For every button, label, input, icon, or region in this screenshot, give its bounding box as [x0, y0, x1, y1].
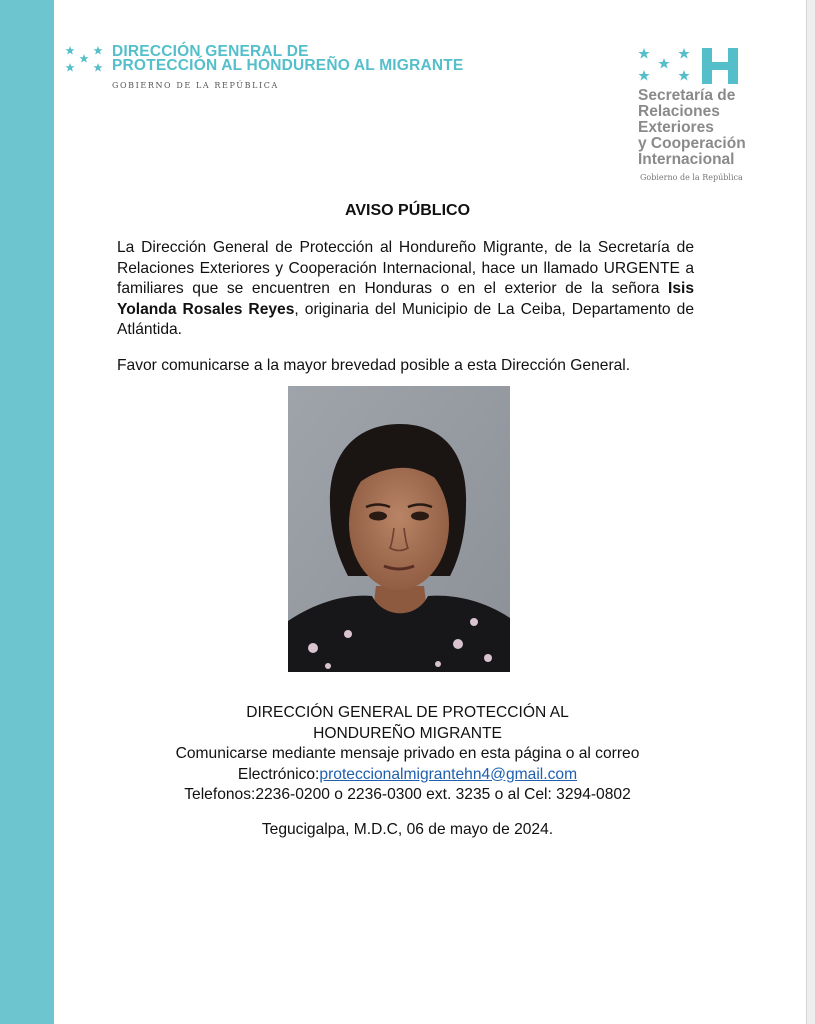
- contact-block: [0, 703, 815, 806]
- notice-body-intro: La Dirección General de Protección al Hondureño Migrante, de la Secretaría de Relaciones Exteriores y Cooperación Internacional, hace un llamado URGENTE a familiares que se encuentren en Honduras o en el exterior de la señora: [117, 239, 694, 297]
- ministry-subtitle: Gobierno de la República: [640, 173, 743, 182]
- stars-icon: [64, 44, 108, 78]
- agency-title-line1: DIRECCIÓN GENERAL DE: [112, 43, 309, 60]
- ministry-name: [638, 88, 788, 168]
- person-name: Isis Yolanda Rosales Reyes: [117, 280, 694, 318]
- agency-subtitle: GOBIERNO DE LA REPÚBLICA: [112, 81, 279, 90]
- page-edge: [806, 0, 815, 1024]
- agency-title: [112, 45, 492, 73]
- notice-note: Favor comunicarse a la mayor brevedad posible a esta Dirección General.: [117, 357, 631, 374]
- ministry-name-line: Internacional: [638, 151, 735, 168]
- ministry-name-line: Exteriores: [638, 119, 714, 136]
- ministry-name-line: y Cooperación: [638, 135, 746, 152]
- agency-title-line2: PROTECCIÓN AL HONDUREÑO AL MIGRANTE: [112, 57, 464, 74]
- email-link[interactable]: proteccionalmigrantehn4@gmail.com: [319, 765, 578, 783]
- h-letter-icon: [700, 46, 740, 86]
- sre-logo: [636, 46, 786, 186]
- contact-org-line2: HONDUREÑO MIGRANTE: [313, 724, 502, 742]
- date-line: Tegucigalpa, M.D.C, 06 de mayo de 2024.: [261, 821, 554, 838]
- contact-email-line: [0, 765, 815, 786]
- notice-body-origin: , originaria del Municipio de La Ceiba, Departamento de Atlántida.: [117, 300, 694, 338]
- person-photo: [288, 386, 510, 672]
- notice-title: AVISO PÚBLICO: [344, 202, 471, 219]
- ministry-name-line: Relaciones: [638, 103, 720, 120]
- contact-org-line1: DIRECCIÓN GENERAL DE PROTECCIÓN AL: [246, 704, 569, 721]
- email-label: Electrónico:: [237, 765, 320, 783]
- notice-body: [117, 238, 694, 341]
- contact-phones: Telefonos:2236-0200 o 2236-0300 ext. 3235 o al Cel: 3294-0802: [184, 786, 631, 803]
- person-photo-illustration: [288, 386, 510, 672]
- left-color-band: [0, 0, 54, 1024]
- stars-icon: [636, 46, 698, 86]
- ministry-name-line: Secretaría de: [638, 87, 736, 104]
- contact-instructions: Comunicarse mediante mensaje privado en esta página o al correo: [175, 745, 640, 762]
